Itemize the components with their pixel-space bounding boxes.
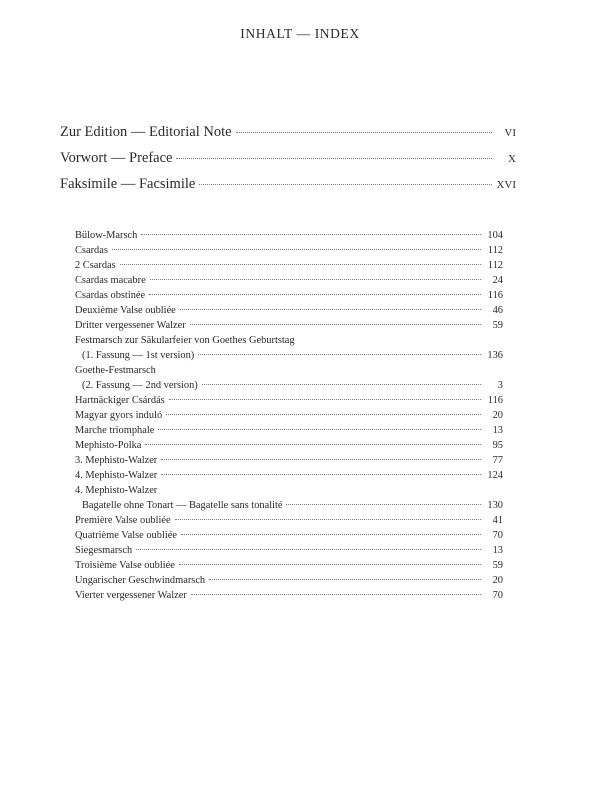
index-entry bbox=[75, 410, 503, 425]
front-matter-list bbox=[60, 124, 516, 202]
dot-leader bbox=[169, 399, 481, 400]
index-entry bbox=[75, 275, 503, 290]
index-entry-page: 116 bbox=[487, 290, 503, 301]
index-entry bbox=[75, 545, 503, 560]
index-entry bbox=[75, 440, 503, 455]
dot-leader bbox=[202, 384, 481, 385]
dot-leader bbox=[150, 279, 481, 280]
index-entry-page: 20 bbox=[492, 575, 503, 586]
index-entry-page: 13 bbox=[492, 545, 503, 556]
works-index-list bbox=[75, 230, 503, 605]
dot-leader bbox=[236, 132, 492, 133]
dot-leader bbox=[149, 294, 481, 295]
index-entry-label: Csardas macabre bbox=[75, 275, 146, 286]
front-matter-entry bbox=[60, 124, 516, 150]
dot-leader bbox=[286, 504, 481, 505]
dot-leader bbox=[181, 534, 481, 535]
dot-leader bbox=[176, 158, 492, 159]
index-entry bbox=[75, 230, 503, 245]
index-entry bbox=[75, 470, 503, 485]
index-entry-page: 70 bbox=[492, 590, 503, 601]
index-entry bbox=[75, 455, 503, 470]
index-entry-label: Troisième Valse oubliée bbox=[75, 560, 175, 571]
dot-leader bbox=[161, 474, 481, 475]
index-entry bbox=[75, 500, 503, 515]
index-entry bbox=[75, 515, 503, 530]
index-entry-label: (2. Fassung — 2nd version) bbox=[82, 380, 198, 391]
front-matter-entry-label: Faksimile — Facsimile bbox=[60, 176, 196, 192]
index-entry bbox=[75, 560, 503, 575]
front-matter-entry bbox=[60, 176, 516, 202]
index-entry-page: 136 bbox=[487, 350, 503, 361]
index-entry bbox=[75, 380, 503, 395]
index-entry-page: 112 bbox=[487, 260, 503, 271]
index-entry-page: 46 bbox=[492, 305, 503, 316]
dot-leader bbox=[191, 594, 481, 595]
index-entry-label: Vierter vergessener Walzer bbox=[75, 590, 187, 601]
index-entry-page: 112 bbox=[487, 245, 503, 256]
dot-leader bbox=[120, 264, 481, 265]
index-entry bbox=[75, 245, 503, 260]
front-matter-entry-page: VI bbox=[504, 127, 516, 139]
index-entry-label: Goethe-Festmarsch bbox=[75, 365, 156, 376]
index-entry-label: 2 Csardas bbox=[75, 260, 116, 271]
index-entry-page: 3 bbox=[497, 380, 503, 391]
index-entry bbox=[75, 530, 503, 545]
dot-leader bbox=[190, 324, 481, 325]
index-entry-page: 13 bbox=[492, 425, 503, 436]
index-entry-label: Bülow-Marsch bbox=[75, 230, 138, 241]
dot-leader bbox=[145, 444, 481, 445]
page-title: INHALT — INDEX bbox=[240, 26, 360, 41]
index-entry-label: Marche triomphale bbox=[75, 425, 155, 436]
index-entry bbox=[75, 260, 503, 275]
front-matter-entry-label: Zur Edition — Editorial Note bbox=[60, 124, 232, 140]
index-entry bbox=[75, 335, 503, 350]
index-entry-page: 124 bbox=[487, 470, 503, 481]
front-matter-entry-label: Vorwort — Preface bbox=[60, 150, 173, 166]
dot-leader bbox=[199, 184, 492, 185]
index-entry-label: Bagatelle ohne Tonart — Bagatelle sans tonalité bbox=[82, 500, 283, 511]
index-entry-label: Première Valse oubliée bbox=[75, 515, 171, 526]
index-entry-label: Quatrième Valse oubliée bbox=[75, 530, 177, 541]
index-entry bbox=[75, 290, 503, 305]
dot-leader bbox=[161, 459, 481, 460]
index-entry-label: Ungarischer Geschwindmarsch bbox=[75, 575, 206, 586]
index-entry-label: Magyar gyors induló bbox=[75, 410, 163, 421]
dot-leader bbox=[198, 354, 481, 355]
dot-leader bbox=[112, 249, 481, 250]
front-matter-entry-page: XVI bbox=[496, 179, 516, 191]
index-entry-page: 41 bbox=[492, 515, 503, 526]
index-entry bbox=[75, 590, 503, 605]
index-entry-label: Hartnäckiger Csárdás bbox=[75, 395, 165, 406]
dot-leader bbox=[141, 234, 481, 235]
index-entry-label: Csardas bbox=[75, 245, 108, 256]
index-entry-page: 20 bbox=[492, 410, 503, 421]
index-entry bbox=[75, 485, 503, 500]
index-entry bbox=[75, 365, 503, 380]
dot-leader bbox=[180, 309, 481, 310]
index-entry-page: 130 bbox=[487, 500, 503, 511]
index-entry bbox=[75, 305, 503, 320]
index-entry-label: 4. Mephisto-Walzer bbox=[75, 470, 158, 481]
dot-leader bbox=[209, 579, 481, 580]
index-entry-label: Festmarsch zur Säkularfeier von Goethes Geburtstag bbox=[75, 335, 295, 346]
index-entry-page: 104 bbox=[487, 230, 503, 241]
dot-leader bbox=[166, 414, 481, 415]
front-matter-entry bbox=[60, 150, 516, 176]
dot-leader bbox=[136, 549, 481, 550]
index-entry bbox=[75, 575, 503, 590]
index-entry-page: 24 bbox=[492, 275, 503, 286]
index-entry bbox=[75, 350, 503, 365]
dot-leader bbox=[158, 429, 481, 430]
index-entry-page: 59 bbox=[492, 560, 503, 571]
index-entry-label: Csardas obstinée bbox=[75, 290, 146, 301]
index-entry-label: 3. Mephisto-Walzer bbox=[75, 455, 158, 466]
index-entry-page: 95 bbox=[492, 440, 503, 451]
dot-leader bbox=[179, 564, 481, 565]
dot-leader bbox=[175, 519, 481, 520]
index-entry-page: 116 bbox=[487, 395, 503, 406]
index-entry-label: Mephisto-Polka bbox=[75, 440, 142, 451]
index-entry bbox=[75, 395, 503, 410]
front-matter-entry-page: X bbox=[508, 153, 516, 165]
index-entry bbox=[75, 425, 503, 440]
index-entry-page: 70 bbox=[492, 530, 503, 541]
index-entry-label: (1. Fassung — 1st version) bbox=[82, 350, 195, 361]
index-entry-label: 4. Mephisto-Walzer bbox=[75, 485, 158, 496]
index-entry-label: Siegesmarsch bbox=[75, 545, 133, 556]
index-entry bbox=[75, 320, 503, 335]
index-entry-label: Deuxième Valse oubliée bbox=[75, 305, 176, 316]
index-entry-label: Dritter vergessener Walzer bbox=[75, 320, 186, 331]
index-entry-page: 77 bbox=[492, 455, 503, 466]
index-entry-page: 59 bbox=[492, 320, 503, 331]
